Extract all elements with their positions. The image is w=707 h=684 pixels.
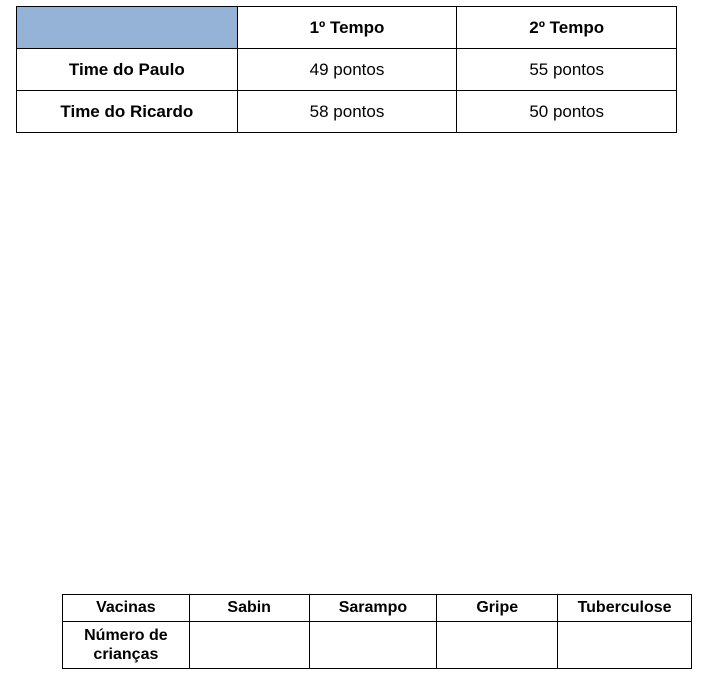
score-cell: 50 pontos <box>457 91 677 133</box>
vaccines-table <box>62 594 692 669</box>
team-name-cell: Time do Paulo <box>17 49 238 91</box>
header-measles: Sarampo <box>309 595 437 622</box>
table-row <box>17 49 677 91</box>
children-count-label-line2: crianças <box>93 646 159 663</box>
header-vaccines: Vacinas <box>63 595 190 622</box>
points-table-header-row <box>17 7 677 49</box>
vaccines-table-header-row <box>63 595 692 622</box>
children-count-label-line1: Número de <box>84 627 168 644</box>
table-row <box>17 91 677 133</box>
empty-cell <box>437 622 558 669</box>
score-cell: 55 pontos <box>457 49 677 91</box>
header-second-half: 2º Tempo <box>457 7 677 49</box>
score-cell: 58 pontos <box>237 91 457 133</box>
empty-cell <box>309 622 437 669</box>
empty-cell <box>558 622 692 669</box>
points-table-corner-cell <box>17 7 238 49</box>
header-tuberculosis: Tuberculose <box>558 595 692 622</box>
score-cell: 49 pontos <box>237 49 457 91</box>
header-first-half: 1º Tempo <box>237 7 457 49</box>
header-flu: Gripe <box>437 595 558 622</box>
empty-cell <box>189 622 309 669</box>
header-sabin: Sabin <box>189 595 309 622</box>
points-table <box>16 6 677 133</box>
team-name-cell: Time do Ricardo <box>17 91 238 133</box>
table-row <box>63 622 692 669</box>
children-count-label <box>63 622 190 669</box>
